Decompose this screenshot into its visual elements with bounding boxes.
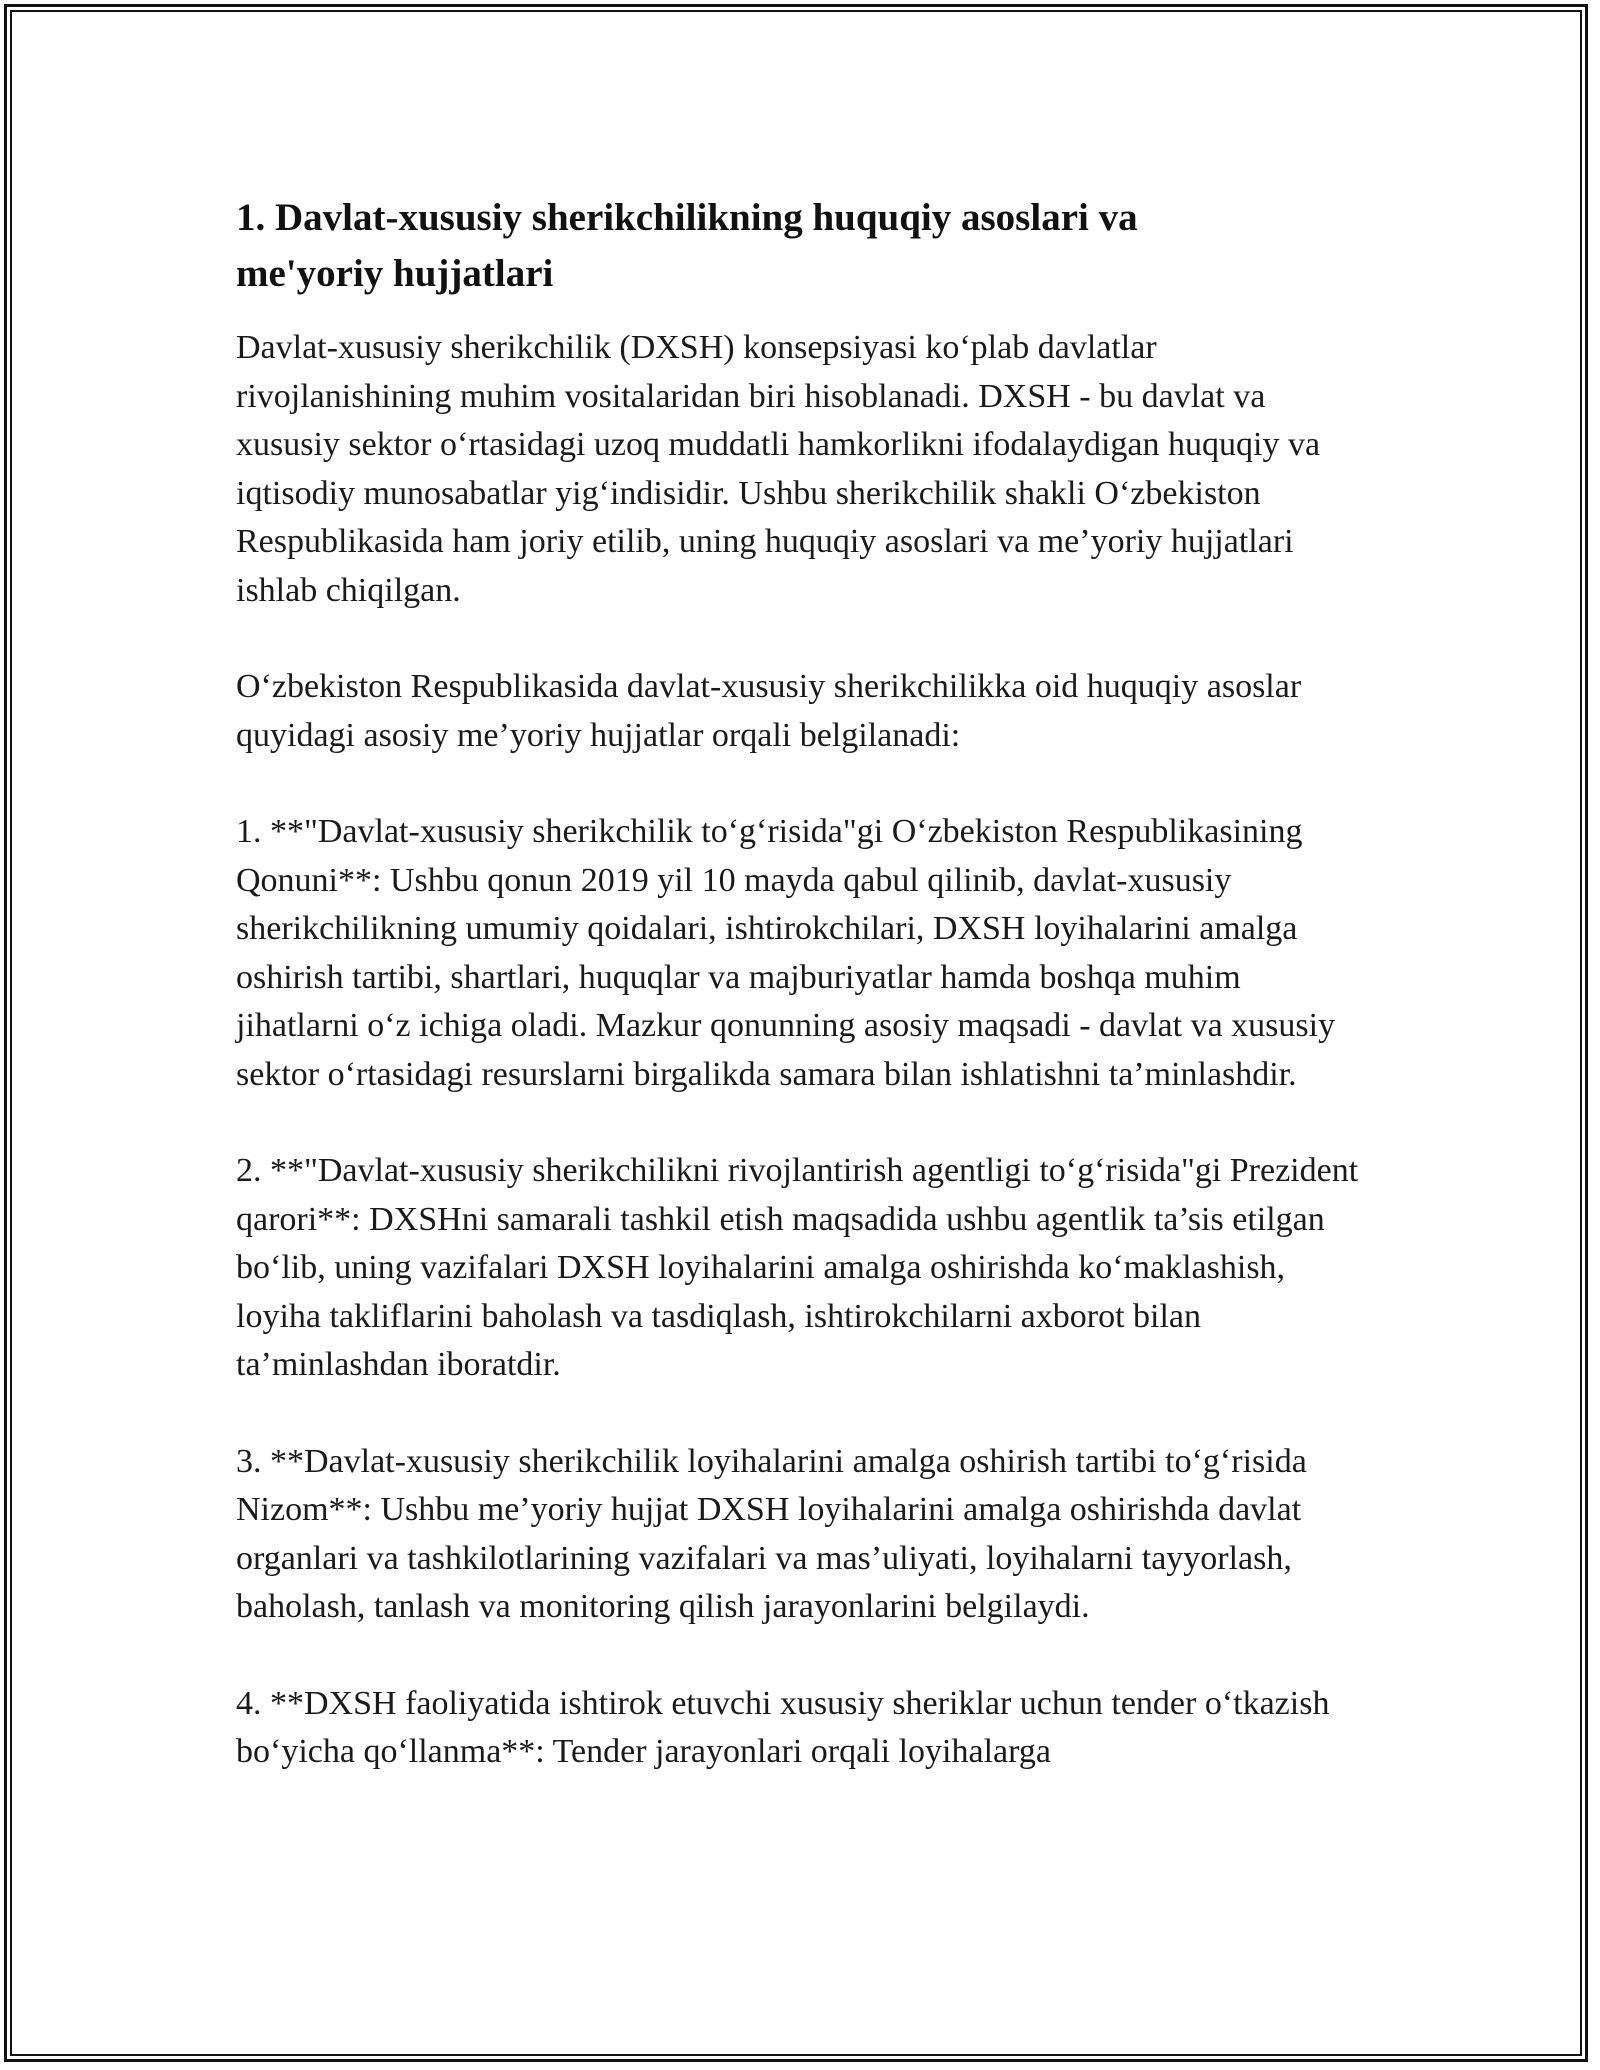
intro-paragraph: Davlat-xususiy sherikchilik (DXSH) konsepsiyasi ko‘plab davlatlar rivojlanishining muhim vositalaridan biri hisoblanadi. DXSH - bu davlat va xususiy sektor o‘rtasidagi uzoq muddatli hamkorlikni ifodalaydigan huquqiy va iqtisodiy munosabatlar yig‘indisidir. Ushbu sherikchilik shakli O‘zbekiston Respublikasida ham joriy etilib, uning huquqiy asoslari va me’yoriy hujjatlari ishlab chiqilgan. <box>236 329 1321 609</box>
document-body <box>236 190 1366 1777</box>
legal-basis-paragraph: O‘zbekiston Respublikasida davlat-xususiy sherikchilikka oid huquqiy asoslar quyidagi asosiy me’yoriy hujjatlar orqali belgilanadi: <box>236 668 1302 754</box>
list-item-regulation: 3. **Davlat-xususiy sherikchilik loyihalarini amalga oshirish tartibi to‘g‘risida Nizom**: Ushbu me’yoriy hujjat DXSH loyihalarini amalga oshirishda davlat organlari va tashkilotlarining vazifalari va mas’uliyati, loyihalarni tayyorlash, baholash, tanlash va monitoring qilish jarayonlarini belgilaydi. <box>236 1442 1307 1625</box>
list-item-law: 1. **"Davlat-xususiy sherikchilik to‘g‘risida"gi O‘zbekiston Respublikasining Qonuni**: Ushbu qonun 2019 yil 10 mayda qabul qilinib, davlat-xususiy sherikchilikning umumiy qoidalari, ishtirokchilari, DXSH loyihalarini amalga oshirish tartibi, shartlari, huquqlar va majburiyatlar hamda boshqa muhim jihatlarni o‘z ichiga oladi. Mazkur qonunning asosiy maqsadi - davlat va xususiy sektor o‘rtasidagi resurslarni birgalikda samara bilan ishlatishni ta’minlashdir. <box>236 813 1336 1093</box>
list-item-tender-guide: 4. **DXSH faoliyatida ishtirok etuvchi xususiy sheriklar uchun tender o‘tkazish bo‘yicha qo‘llanma**: Tender jarayonlari orqali loyihalarga <box>236 1684 1330 1770</box>
section-heading: 1. Davlat-xususiy sherikchilikning huquqiy asoslari va me'yoriy hujjatlari <box>236 196 1138 295</box>
list-item-presidential-decree: 2. **"Davlat-xususiy sherikchilikni rivojlantirish agentligi to‘g‘risida"gi Prezident qarori**: DXSHni samarali tashkil etish maqsadida ushbu agentlik ta’sis etilgan bo‘lib, uning vazifalari DXSH loyihalarini amalga oshirishda ko‘maklashish, loyiha takliflarini baholash va tasdiqlash, ishtirokchilarni axborot bilan ta’minlashdan iboratdir. <box>236 1152 1359 1383</box>
